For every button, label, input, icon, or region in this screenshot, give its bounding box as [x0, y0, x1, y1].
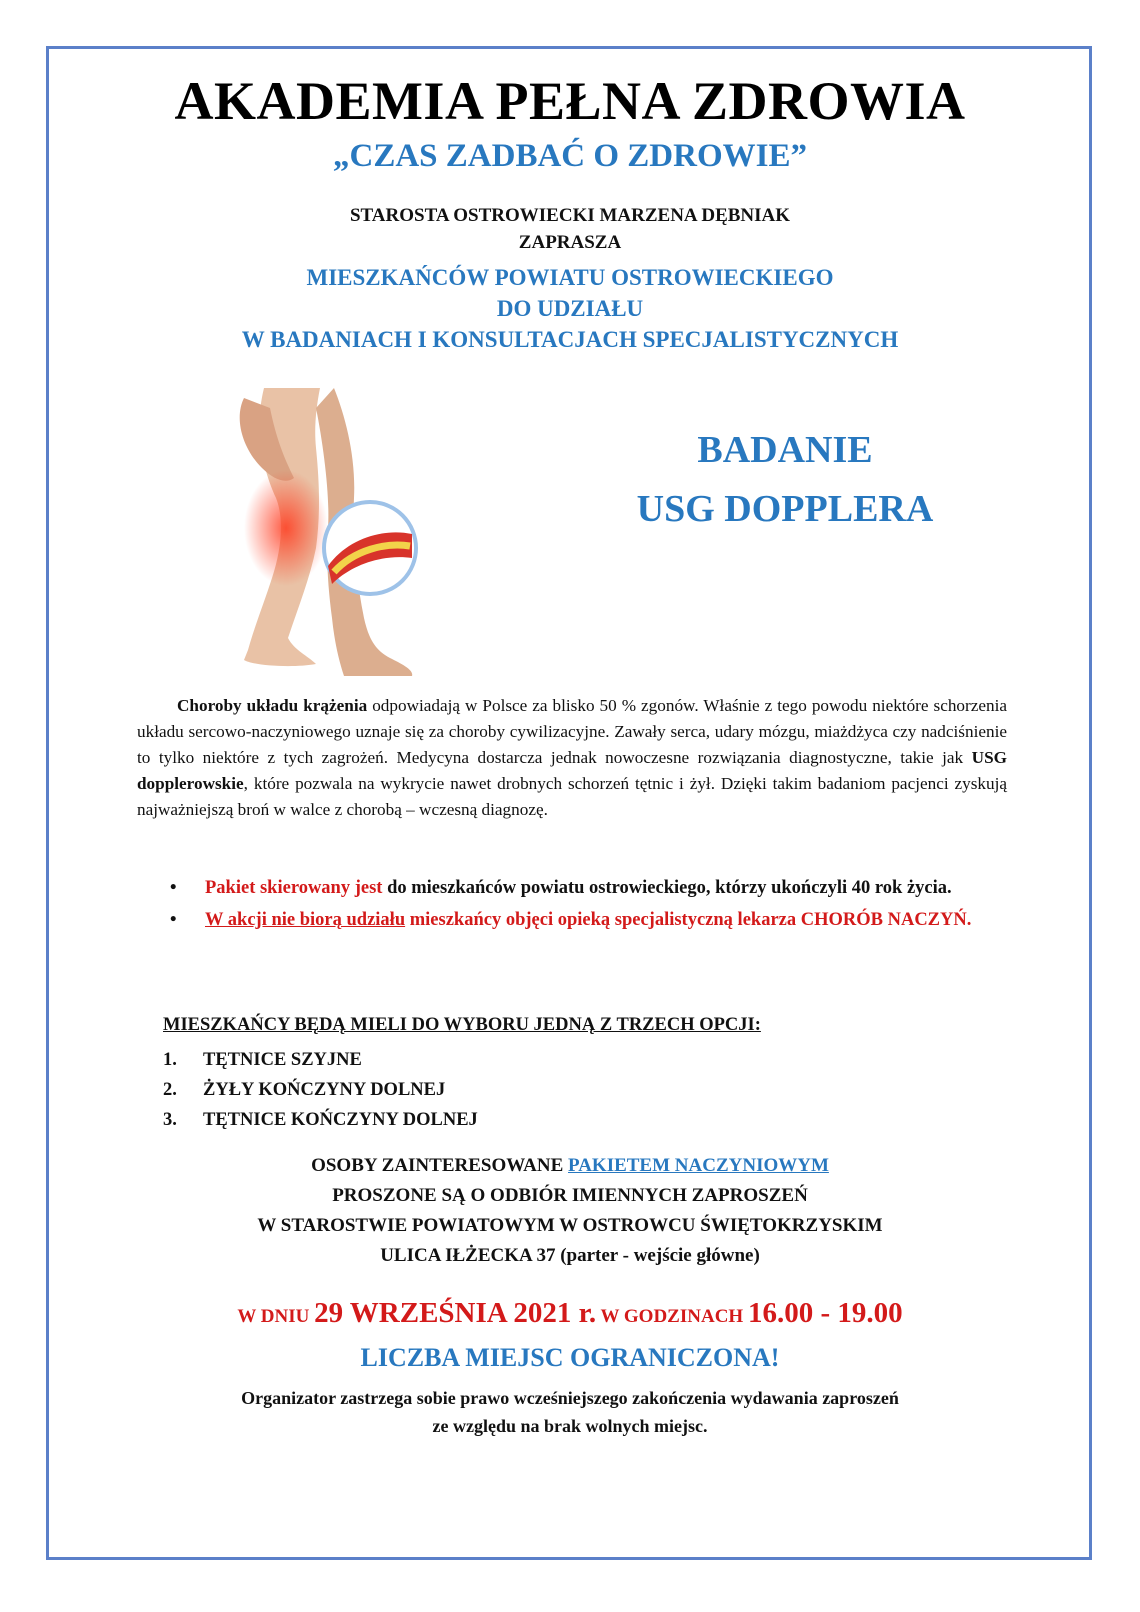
intro-paragraph	[137, 693, 1007, 823]
event-hours: 16.00 - 19.00	[747, 1297, 903, 1329]
leg-vein-illustration	[224, 388, 420, 680]
organizer-note-line-2: ze względu na brak wolnych miejsc.	[432, 1416, 708, 1436]
date-time-line	[0, 1297, 1140, 1330]
list-item	[163, 1075, 478, 1105]
exam-title-line-2: USG DOPPLERA	[636, 488, 934, 530]
intro-text-2: , które pozwala na wykrycie nawet drobnych schorzeń tętnic i żył. Dzięki takim badaniom pacjenci zyskują najważniejszą broń w walce z chorobą – wczesną diagnozę.	[137, 774, 1007, 819]
pickup-line-3: W STAROSTWIE POWIATOWYM W OSTROWCU ŚWIĘTOKRZYSKIM	[257, 1215, 883, 1236]
exclusion-text: mieszkańcy objęci opieką specjalistyczną lekarza CHORÓB NACZYŃ.	[405, 910, 972, 930]
option-label: TĘTNICE SZYJNE	[203, 1050, 362, 1070]
pickup-address: ULICA IŁŻECKA 37 (parter - wejście główne)	[380, 1245, 760, 1266]
option-number: 1.	[163, 1050, 177, 1070]
event-date: 29 WRZEŚNIA 2021 r.	[314, 1297, 597, 1329]
eligibility-list	[170, 874, 1006, 938]
exclusion-underlined: W akcji nie biorą udziału	[205, 910, 406, 930]
hours-prefix: W GODZINACH	[596, 1306, 748, 1327]
option-number: 2.	[163, 1080, 177, 1100]
bullet-marker: •	[170, 878, 177, 898]
vascular-package-link[interactable]: PAKIETEM NACZYNIOWYM	[568, 1155, 829, 1176]
options-list	[163, 1045, 478, 1135]
page-subtitle: „CZAS ZADBAĆ O ZDROWIE”	[333, 138, 807, 174]
list-item	[163, 1105, 478, 1135]
option-label: TĘTNICE KOŃCZYNY DOLNEJ	[203, 1110, 478, 1130]
invites-line: ZAPRASZA	[518, 232, 622, 253]
bullet-marker: •	[170, 910, 177, 930]
exam-title-line-1: BADANIE	[697, 429, 873, 471]
intro-bold-mid: USG dopplerowskie	[137, 748, 1007, 793]
eligibility-text: do mieszkańców powiatu ostrowieckiego, którzy ukończyli 40 rok życia.	[382, 878, 952, 898]
list-item	[170, 906, 1006, 934]
options-header: MIESZKAŃCY BĘDĄ MIELI DO WYBORU JEDNĄ Z TRZECH OPCJI:	[163, 1015, 761, 1035]
pickup-prefix: OSOBY ZAINTERESOWANE	[311, 1155, 568, 1176]
intro-bold-start: Choroby układu krążenia	[177, 696, 368, 715]
pickup-line-2: PROSZONE SĄ O ODBIÓR IMIENNYCH ZAPROSZEŃ	[332, 1185, 808, 1206]
list-item	[163, 1045, 478, 1075]
invite-line-3: W BADANIACH I KONSULTACJACH SPECJALISTYCZNYCH	[241, 327, 899, 352]
limited-seats-notice: LICZBA MIEJSC OGRANICZONA!	[360, 1343, 780, 1372]
organizer-note-line-1: Organizator zastrzega sobie prawo wcześniejszego zakończenia wydawania zaproszeń	[241, 1388, 899, 1408]
intro-text-1: odpowiadają w Polsce za blisko 50 % zgonów. Właśnie z tego powodu niektóre schorzenia układu sercowo-naczyniowego uznaje się za choroby cywilizacyjne. Zawały serca, udary mózgu, miażdżyca czy nadciśnienie to tylko niektóre z tych zagrożeń. Medycyna dostarcza jednak nowoczesne rozwiązania diagnostyczne, takie jak	[137, 696, 1008, 767]
option-label: ŻYŁY KOŃCZYNY DOLNEJ	[203, 1080, 446, 1100]
list-item	[170, 874, 1006, 902]
invite-line-2: DO UDZIAŁU	[496, 296, 644, 321]
host-line: STAROSTA OSTROWIECKI MARZENA DĘBNIAK	[349, 205, 791, 226]
eligibility-red-lead: Pakiet skierowany jest	[205, 878, 383, 898]
invite-line-1: MIESZKAŃCÓW POWIATU OSTROWIECKIEGO	[306, 265, 834, 290]
option-number: 3.	[163, 1110, 177, 1130]
date-prefix: W DNIU	[237, 1306, 315, 1327]
page-title: AKADEMIA PEŁNA ZDROWIA	[174, 71, 966, 131]
pickup-line-1	[0, 1155, 1140, 1177]
